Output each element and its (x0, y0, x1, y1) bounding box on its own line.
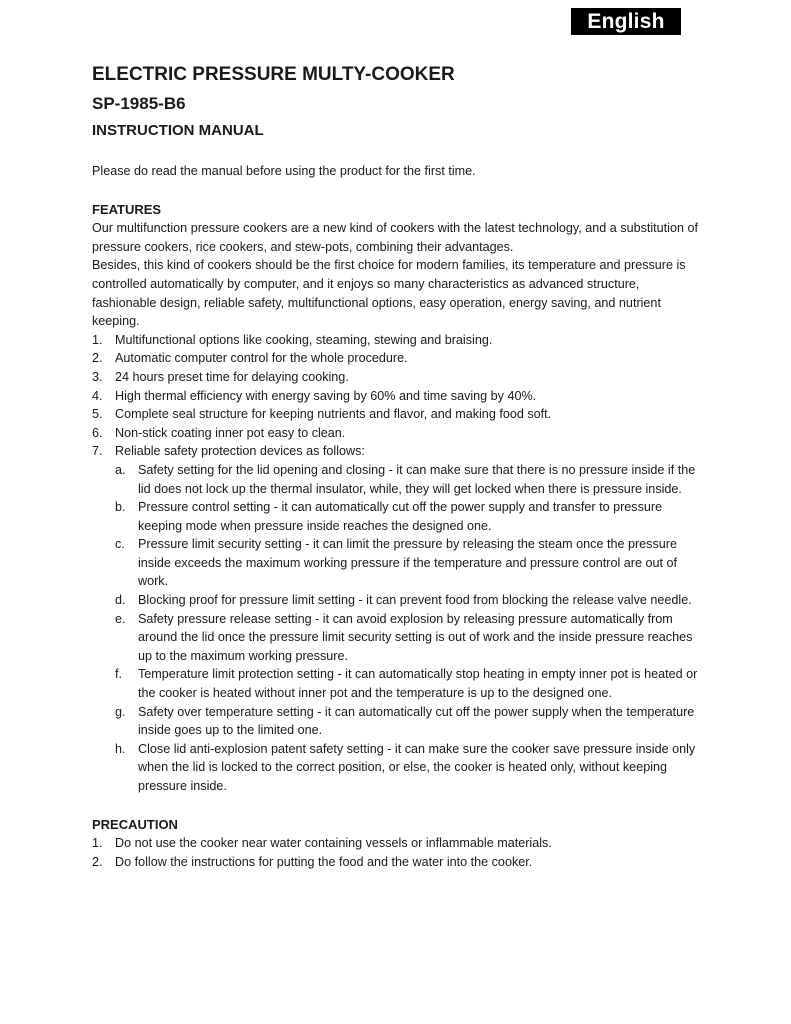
list-number: 2. (92, 351, 103, 366)
intro-text: Please do read the manual before using the product for the first time. (92, 164, 476, 178)
list-letter: b. (115, 500, 126, 515)
list-item (115, 703, 704, 740)
list-item-text: Reliable safety protection devices as follows: (115, 444, 365, 459)
list-item-text: Safety setting for the lid opening and closing - it can make sure that there is no pressure inside if the lid does not lock up the thermal insulator, while, they will get locked when there is pressure inside. (138, 462, 696, 496)
list-item-text: Pressure control setting - it can automatically cut off the power supply and transfer to pressure keeping mode when pressure inside reaches the designed one. (138, 500, 663, 533)
list-item (115, 740, 704, 796)
list-item (115, 535, 704, 591)
list-letter: a. (115, 462, 126, 477)
list-item-text: Safety over temperature setting - it can automatically cut off the power supply when the temperature inside goes up to the limited one. (138, 704, 695, 738)
list-number: 3. (92, 369, 103, 384)
list-item (115, 610, 704, 666)
language-badge: English (571, 8, 681, 35)
list-number: 4. (92, 388, 103, 403)
list-item (115, 461, 704, 498)
list-item (92, 405, 704, 424)
list-item (115, 498, 704, 535)
document-title: ELECTRIC PRESSURE MULTY-COOKER (92, 64, 455, 85)
precaution-heading: PRECAUTION (92, 816, 178, 832)
list-item-text: Do follow the instructions for putting the food and the water into the cooker. (115, 854, 533, 869)
features-paragraph: Our multifunction pressure cookers are a new kind of cookers with the latest technology, and a substitution of pressure cookers, rice cookers, and stew-pots, combining their advantages. (92, 221, 698, 254)
list-letter: g. (115, 704, 126, 719)
list-item (92, 331, 704, 350)
list-item (115, 665, 704, 702)
features-paragraph: Besides, this kind of cookers should be the first choice for modern families, its temperature and pressure is controlled automatically by computer, and it enjoys so many characteristics as advanced structure, fashionable design, reliable safety, multifunctional options, easy operation, energy saving, and nutrient keeping. (92, 258, 686, 329)
list-item-text: Temperature limit protection setting - it can automatically stop heating in empty inner pot is heated or the cooker is heated without inner pot and the temperature is up to the designed one. (138, 667, 698, 701)
precaution-list (92, 834, 704, 871)
list-item-text: Non-stick coating inner pot easy to clean. (115, 425, 346, 440)
list-letter: c. (115, 537, 125, 552)
list-item-text: Automatic computer control for the whole procedure. (115, 351, 408, 366)
model-number: SP-1985-B6 (92, 94, 186, 113)
list-letter: d. (115, 593, 126, 608)
document-subtitle: INSTRUCTION MANUAL (92, 122, 264, 139)
list-item (92, 387, 704, 406)
list-item (92, 368, 704, 387)
list-item (92, 853, 704, 872)
list-item-text: Do not use the cooker near water containing vessels or inflammable materials. (115, 836, 552, 851)
list-item-text: Multifunctional options like cooking, steaming, stewing and braising. (115, 332, 493, 347)
list-number: 2. (92, 854, 103, 869)
list-item (115, 591, 704, 610)
list-item (92, 424, 704, 443)
list-item (92, 834, 704, 853)
list-item-text: High thermal efficiency with energy saving by 60% and time saving by 40%. (115, 388, 537, 403)
list-letter: h. (115, 741, 126, 756)
list-item-text: Complete seal structure for keeping nutrients and flavor, and making food soft. (115, 407, 552, 422)
list-number: 7. (92, 444, 103, 459)
list-item-text: Safety pressure release setting - it can avoid explosion by releasing pressure automatically from around the lid once the pressure limit security setting is out of work and the inside pressure reaches up to the maximum working pressure. (138, 611, 693, 663)
list-letter: e. (115, 611, 126, 626)
list-item-text: Blocking proof for pressure limit setting - it can prevent food from blocking the release valve needle. (138, 593, 692, 608)
list-number: 6. (92, 425, 103, 440)
list-item-text: Close lid anti-explosion patent safety setting - it can make sure the cooker save pressure inside only when the lid is locked to the correct position, or else, the cooker is heated only, without keeping pressure inside. (138, 741, 696, 793)
list-item-text: Pressure limit security setting - it can limit the pressure by releasing the steam once the pressure inside exceeds the maximum working pressure if the temperature and pressure control are out of work. (138, 537, 677, 589)
manual-page (92, 64, 704, 871)
list-number: 1. (92, 332, 103, 347)
list-letter: f. (115, 667, 122, 682)
list-number: 5. (92, 407, 103, 422)
list-item (92, 349, 704, 368)
safety-devices-list (115, 461, 704, 796)
features-list (92, 331, 704, 796)
features-heading: FEATURES (92, 201, 162, 217)
list-item-text: 24 hours preset time for delaying cooking. (115, 369, 349, 384)
list-item (92, 442, 704, 795)
list-number: 1. (92, 836, 103, 851)
